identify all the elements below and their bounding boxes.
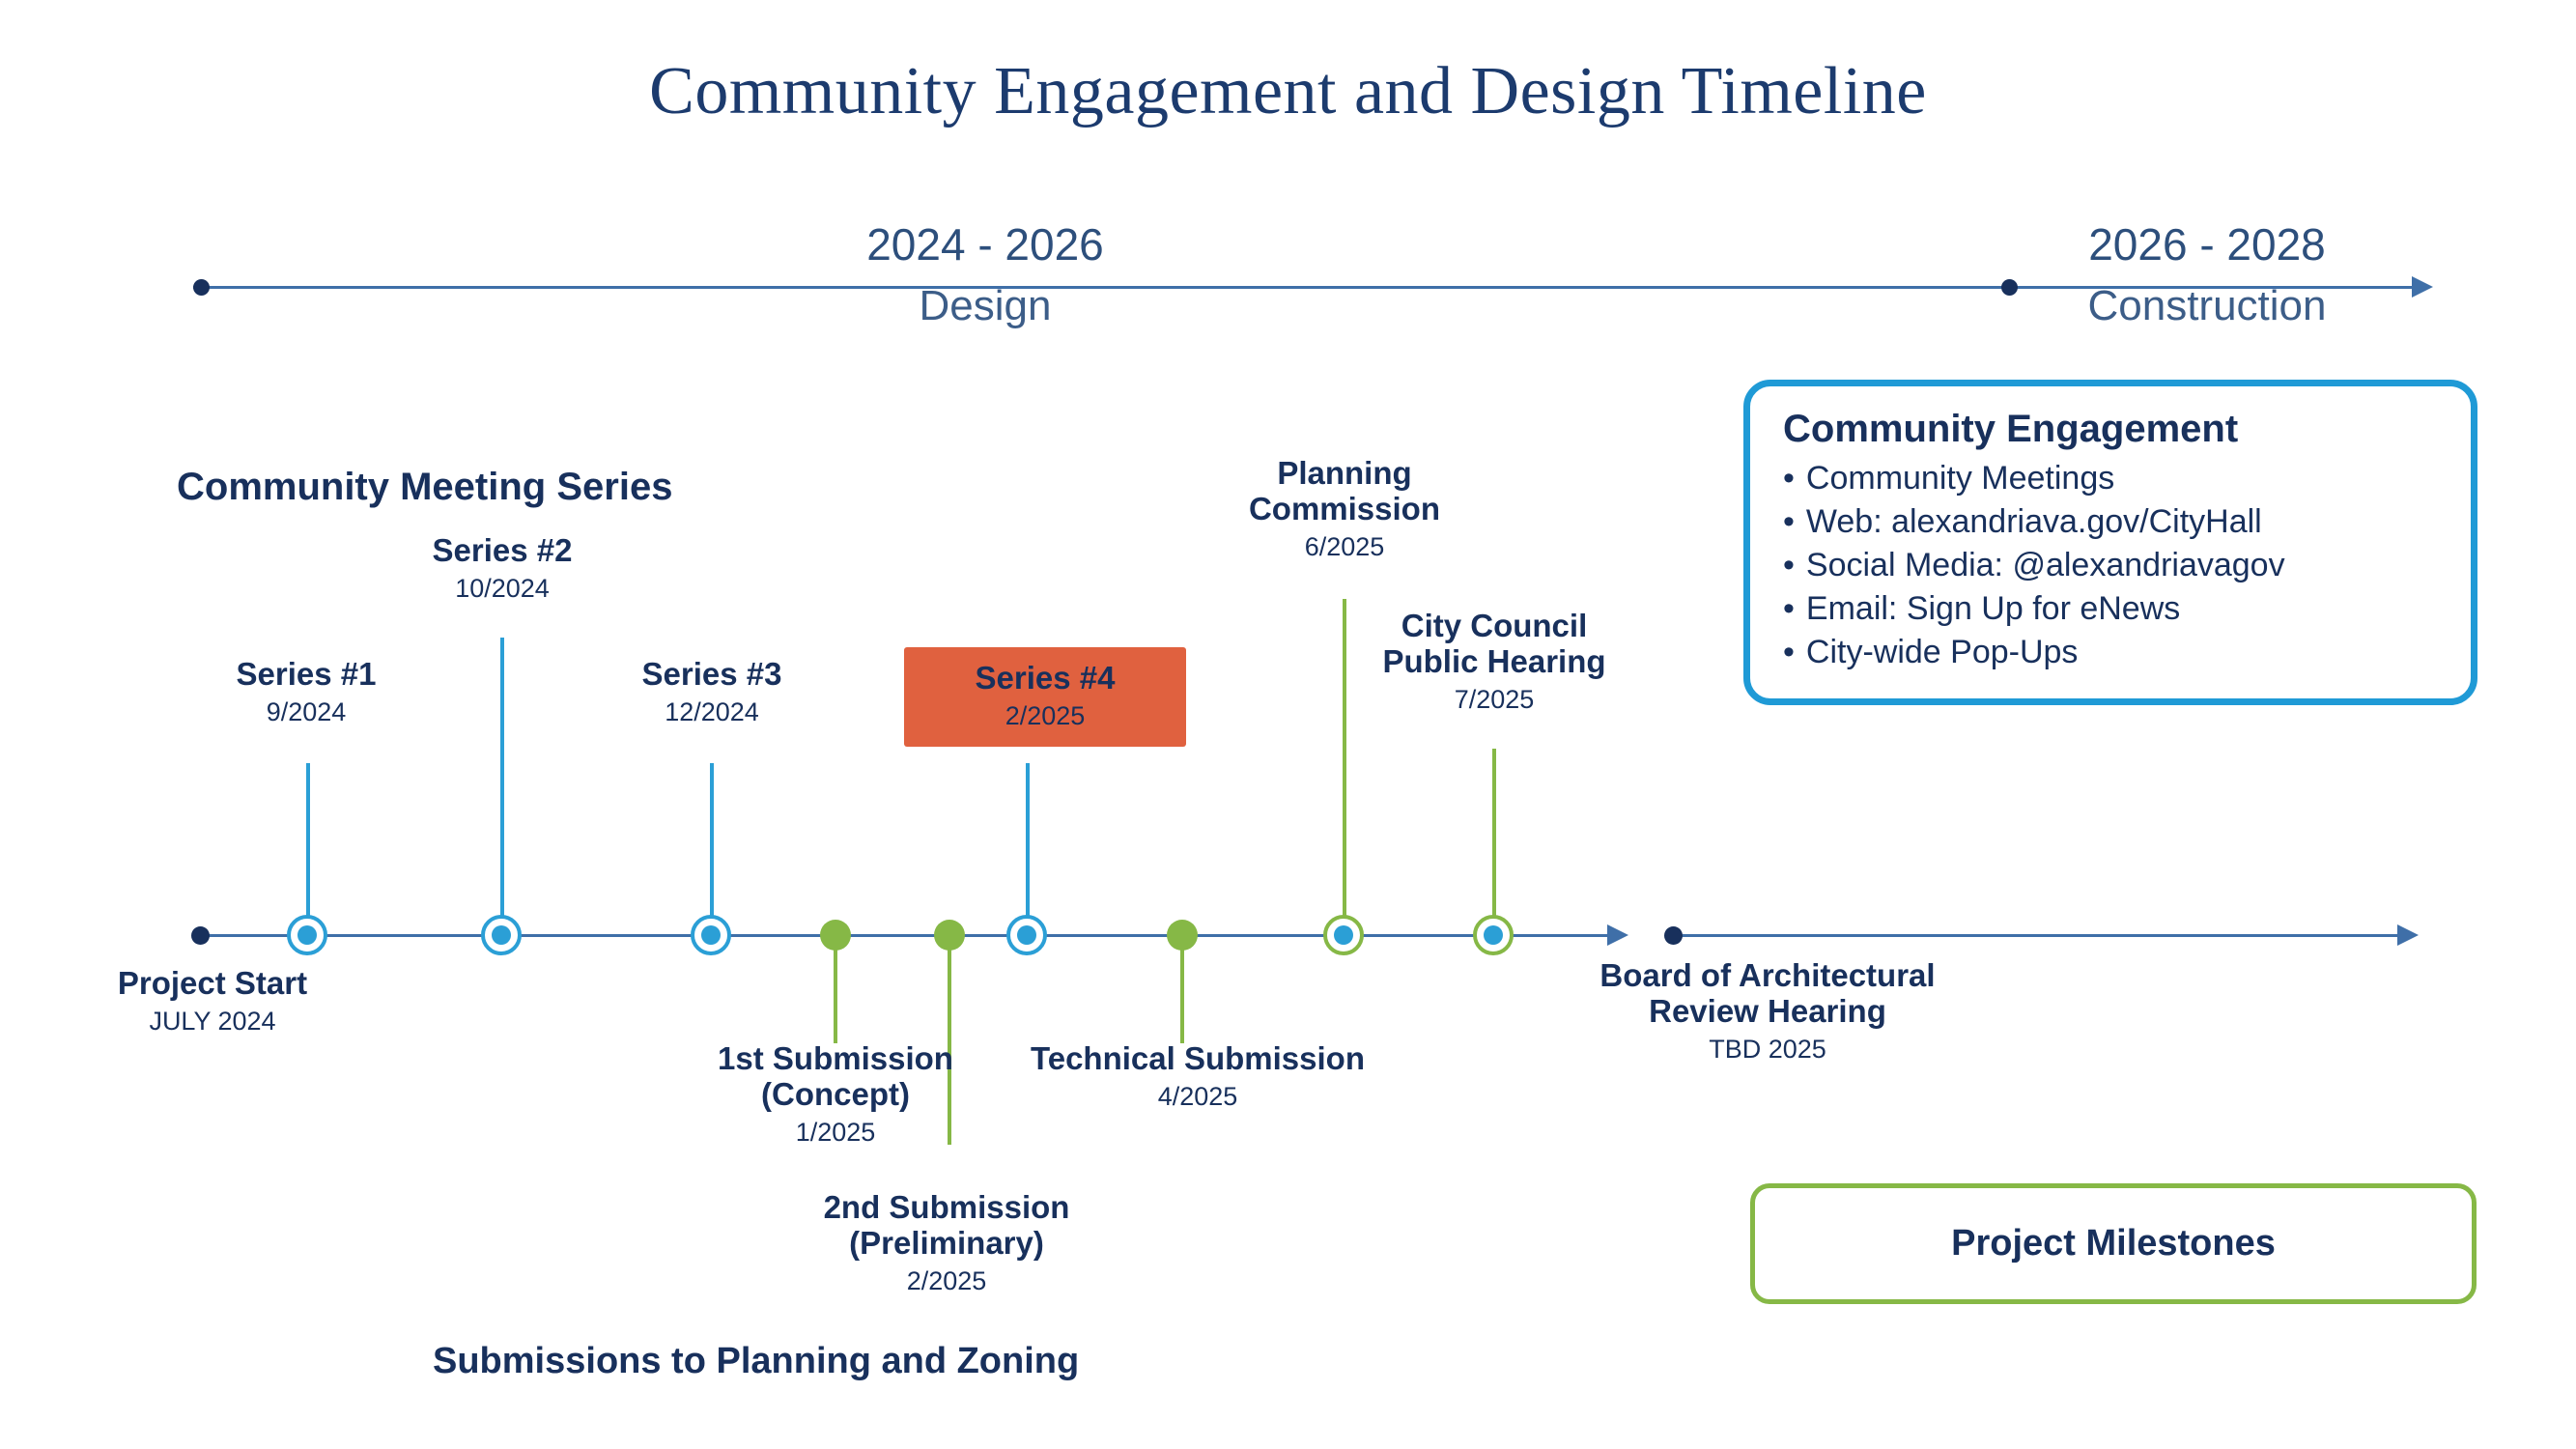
engagement-item-popups: • City-wide Pop-Ups xyxy=(1783,631,2442,674)
phase-construction-years: 2026 - 2028 xyxy=(2088,219,2326,270)
label-bar-hearing xyxy=(1507,958,2028,1065)
label-series-2-name: Series #2 xyxy=(432,532,573,568)
phase-construction-name: Construction xyxy=(2087,282,2327,329)
project-start-dot xyxy=(191,926,210,945)
label-city-council xyxy=(1335,609,1654,715)
label-city-council-date: 7/2025 xyxy=(1454,684,1535,714)
stem-city-council xyxy=(1492,749,1496,927)
marker-series-3-inner xyxy=(701,925,721,945)
phase-axis-start-dot xyxy=(193,279,210,296)
label-bar-hearing-date: TBD 2025 xyxy=(1709,1034,1826,1064)
marker-series-1[interactable] xyxy=(287,915,327,955)
marker-series-2-inner xyxy=(492,925,511,945)
marker-series-4-inner xyxy=(1017,925,1036,945)
community-engagement-title: Community Engagement xyxy=(1783,408,2239,450)
main-timeline-line-construction xyxy=(1666,934,2400,937)
label-series-3 xyxy=(548,657,876,727)
label-planning-commission xyxy=(1180,456,1509,562)
label-technical-submission-name: Technical Submission xyxy=(1031,1040,1365,1076)
label-series-1-date: 9/2024 xyxy=(266,696,347,726)
engagement-item-email: • Email: Sign Up for eNews xyxy=(1783,587,2442,631)
engagement-item-social: • Social Media: @alexandriavagov xyxy=(1783,544,2442,587)
main-timeline-line xyxy=(193,934,1613,937)
label-submission-2-line1: 2nd Submission xyxy=(823,1189,1070,1225)
marker-submission-2[interactable] xyxy=(934,920,965,951)
stem-series-3 xyxy=(710,763,714,927)
project-start-label xyxy=(19,966,406,1037)
marker-series-4[interactable] xyxy=(1006,915,1047,955)
project-milestones-label: Project Milestones xyxy=(1951,1223,2276,1264)
label-series-1 xyxy=(142,657,470,727)
community-engagement-list xyxy=(1783,457,2442,673)
community-meeting-series-heading: Community Meeting Series xyxy=(177,466,673,508)
marker-planning-commission-inner xyxy=(1334,925,1353,945)
marker-city-council[interactable] xyxy=(1473,915,1514,955)
phase-design-years: 2024 - 2026 xyxy=(866,219,1104,270)
marker-submission-1[interactable] xyxy=(820,920,851,951)
label-submission-2-date: 2/2025 xyxy=(906,1265,987,1295)
label-technical-submission-date: 4/2025 xyxy=(1157,1081,1238,1111)
phase-construction xyxy=(1888,218,2526,330)
marker-series-2[interactable] xyxy=(481,915,522,955)
label-submission-1-line2: (Concept) xyxy=(761,1075,910,1112)
label-city-council-line1: City Council xyxy=(1401,608,1588,643)
label-series-2 xyxy=(338,533,666,604)
label-planning-commission-line2: Commission xyxy=(1248,490,1441,526)
project-milestones-legend xyxy=(1750,1183,2477,1304)
engagement-item-meetings: • Community Meetings xyxy=(1783,457,2442,500)
main-timeline-arrowhead xyxy=(1607,924,1628,946)
label-series-1-name: Series #1 xyxy=(236,656,377,692)
label-series-4-highlight xyxy=(904,647,1186,747)
stem-technical-submission xyxy=(1180,942,1184,1043)
marker-city-council-inner xyxy=(1484,925,1503,945)
community-engagement-box xyxy=(1743,380,2477,705)
marker-series-3[interactable] xyxy=(691,915,731,955)
stem-submission-1 xyxy=(834,942,837,1043)
marker-series-1-inner xyxy=(297,925,317,945)
main-timeline-arrowhead-construction xyxy=(2397,924,2419,946)
stem-series-1 xyxy=(306,763,310,927)
label-series-3-date: 12/2024 xyxy=(665,696,759,726)
label-series-4-name: Series #4 xyxy=(975,660,1116,696)
phase-design xyxy=(666,218,1304,330)
label-bar-hearing-line2: Review Hearing xyxy=(1649,992,1886,1029)
label-submission-1-date: 1/2025 xyxy=(795,1117,876,1147)
stem-series-4 xyxy=(1026,763,1030,927)
label-bar-hearing-line1: Board of Architectural xyxy=(1599,957,1936,993)
engagement-item-web: • Web: alexandriava.gov/CityHall xyxy=(1783,500,2442,544)
submissions-heading: Submissions to Planning and Zoning xyxy=(433,1341,1080,1381)
marker-technical-submission[interactable] xyxy=(1167,920,1198,951)
label-submission-2-line2: (Preliminary) xyxy=(849,1224,1044,1261)
page-title: Community Engagement and Design Timeline xyxy=(649,54,1927,128)
label-series-3-name: Series #3 xyxy=(641,656,782,692)
label-technical-submission xyxy=(937,1041,1458,1112)
project-start-date: JULY 2024 xyxy=(149,1006,276,1036)
label-submission-2 xyxy=(705,1190,1188,1296)
label-planning-commission-line1: Planning xyxy=(1277,455,1412,491)
label-planning-commission-date: 6/2025 xyxy=(1304,531,1385,561)
label-submission-1-line1: 1st Submission xyxy=(718,1040,953,1076)
label-series-2-date: 10/2024 xyxy=(455,573,550,603)
phase-design-name: Design xyxy=(919,282,1052,329)
project-start-name: Project Start xyxy=(117,965,308,1001)
construction-start-dot xyxy=(1664,926,1683,945)
label-city-council-line2: Public Hearing xyxy=(1382,642,1606,679)
marker-planning-commission[interactable] xyxy=(1323,915,1364,955)
label-series-4-date: 2/2025 xyxy=(1005,700,1086,730)
stem-series-2 xyxy=(500,638,504,927)
